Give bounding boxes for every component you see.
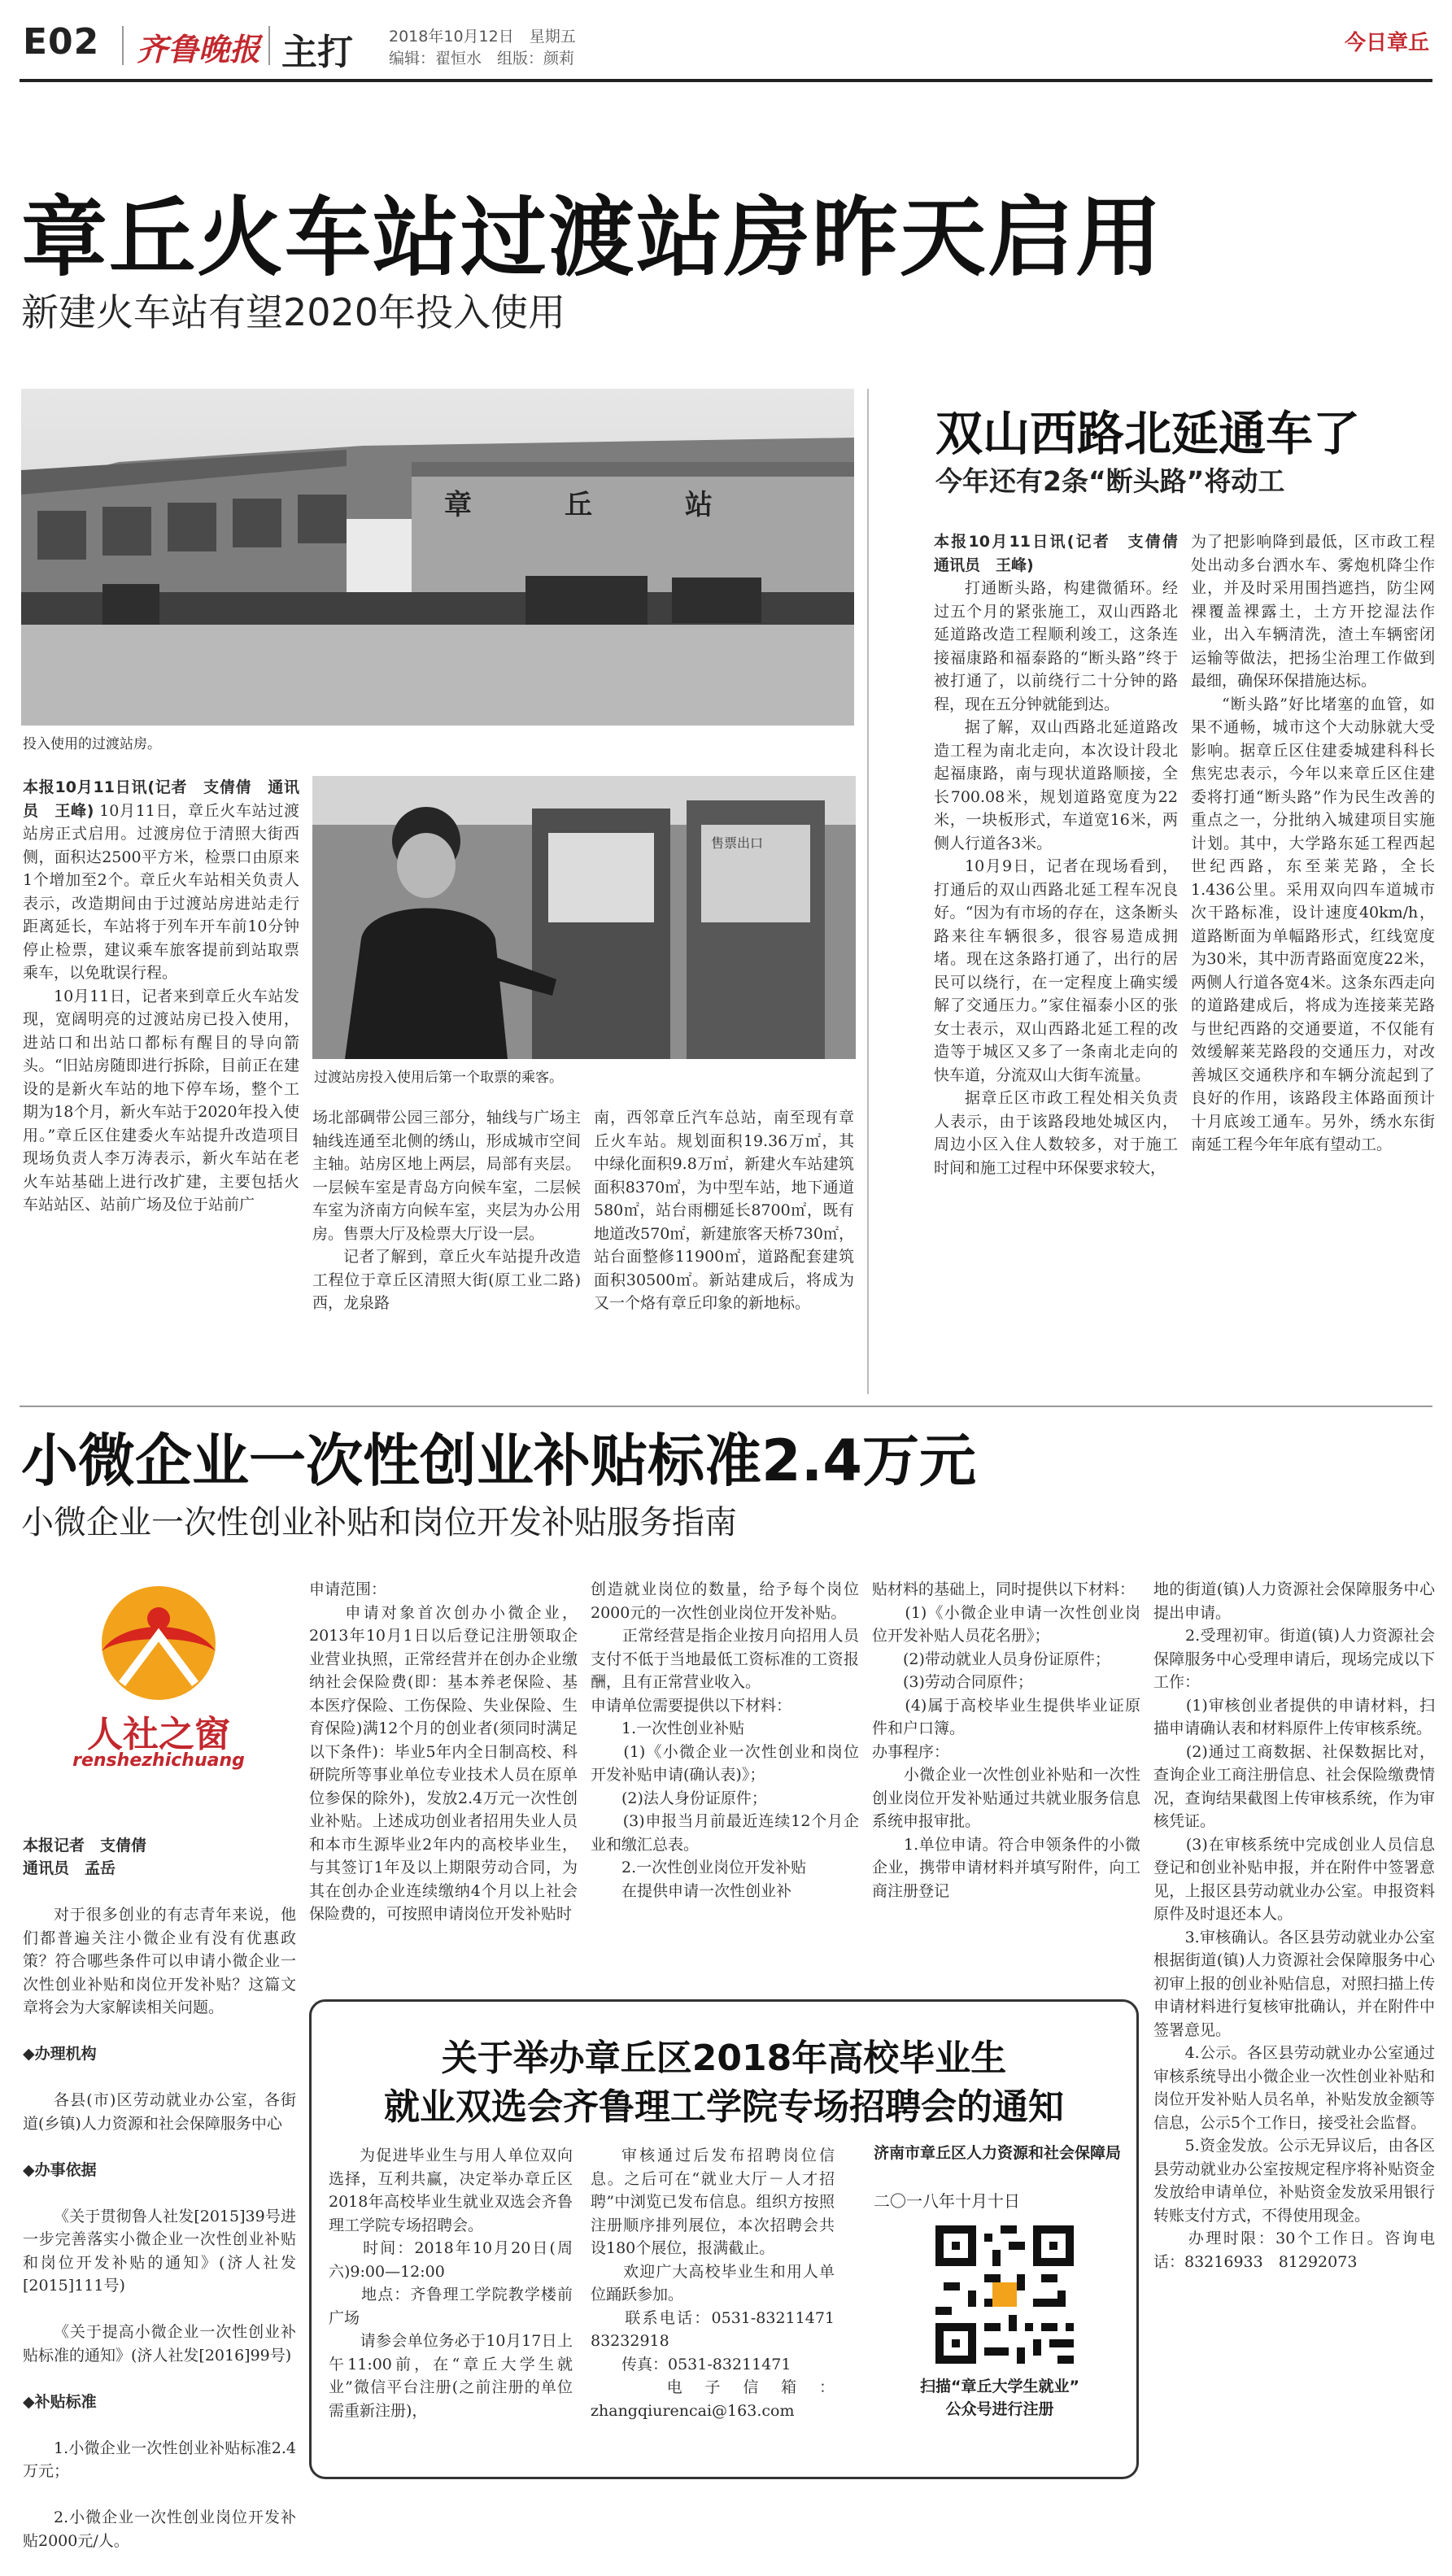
notice-title-line-2: 就业双选会齐鲁理工学院专场招聘会的通知 xyxy=(384,2086,1064,2128)
notice-date: 二〇一八年十月十日 xyxy=(874,2191,1020,2211)
story2-para-3: 10月9日，记者在现场看到，打通后的双山西路北延工程车况良好。“因为有市场的存在，这条断头路来往车辆很多，很容易造成拥堵。现在这条路打通了，出行的居民可以绕行，在一定程度上确实缓解了交通压力。”家住福泰小区的张女士表示，双山西路北延工程的改造等于城区又多了一条南北走向的快车道，分流双山大街车流量。 xyxy=(934,857,1178,1084)
story1-column-2 xyxy=(312,1106,581,1394)
story3-org: 各县(市)区劳动就业办公室，各街道(乡镇)人力资源和社会保障服务中心 xyxy=(23,2091,296,2133)
notice-column-2: 审核通过后发布招聘岗位信息。之后可在“就业大厅－人才招聘”中浏览已发布信息。组织方按照注册顺序排列展位，本次招聘会共设180个展位，报满截止。 欢迎广大高校毕业生和用人单位踊跃参加。 联系电话：0531-83211471 83232918 传真：0531-83211471 电子信箱：zhangqiurencai@163.com xyxy=(591,2147,835,2420)
story2-headline: 双山西路北延通车了 xyxy=(935,406,1361,461)
story3-std-1: 1.小微企业一次性创业补贴标准2.4万元； xyxy=(23,2439,296,2480)
section-name: 主打 xyxy=(281,32,353,73)
masthead-divider xyxy=(20,79,1432,82)
photo1-caption: 投入使用的过渡站房。 xyxy=(23,736,161,752)
story3-basis-2: 《关于提高小微企业一次性创业补贴标准的通知》(济人社发[2016]99号) xyxy=(23,2323,296,2365)
story2-column-2 xyxy=(1191,530,1435,1393)
editors-line: 编辑：翟恒水 组版：颜莉 xyxy=(389,50,575,68)
story1-byline: 本报10月11日讯(记者 支倩倩 通讯员 王峰) xyxy=(23,778,299,820)
story3-column-3: 创造就业岗位的数量，给予每个岗位2000元的一次性创业岗位开发补贴。 正常经营是指企业按月向招用人员支付不低于当地最低工资标准的工资报酬，且有正常营业收入。 申请单位需要提供以下材料： 1.一次性创业补贴 (1)《小微企业一次性创业和岗位开发补贴申请(确认表)》； (2)法人身份证原件； (3)申报当月前最近连续12个月企业和缴汇总表。 2.一次性创业岗位开发补贴 在提供申请一次性创业补 xyxy=(591,1580,859,1900)
notice-title-line-1: 关于举办章丘区2018年高校毕业生 xyxy=(441,2038,1007,2079)
notice-issuer: 济南市章丘区人力资源和社会保障局 xyxy=(874,2144,1122,2162)
story1-para-2: 10月11日，记者来到章丘火车站发现，宽阔明亮的过渡站房已投入使用，进站口和出站口都标有醒目的导向箭头。“旧站房随即进行拆除，目前正在建设的是新火车站的地下停车场，整个工期为18个月，新火车站于2020年投入使用。”章丘区住建委火车站提升改造项目现场负责人李万涛表示，新火车站在老火车站基础上进行改扩建，主要包括火车站站区、站前广场及位于站前广 xyxy=(23,987,299,1214)
story3-basis-1: 《关于贯彻鲁人社发[2015]39号进一步完善落实小微企业一次性创业补贴和岗位开发补贴的通知》(济人社发[2015]111号) xyxy=(23,2207,296,2295)
story1-column-3 xyxy=(594,1106,854,1394)
story2-para-4: 据章丘区市政工程处相关负责人表示，由于该路段地处城区内，周边小区入住人数较多，对于施工时间和施工过程中环保要求较大， xyxy=(934,1089,1178,1177)
story3-h-org: ◆办理机构 xyxy=(23,2045,97,2063)
notice-column-1: 为促进毕业生与用人单位双向选择，互利共赢，决定举办章丘区2018年高校毕业生就业双选会齐鲁理工学院专场招聘会。 时间：2018年10月20日(周六)9:00—12:00 地点：齐鲁理工学院教学楼前广场 请参会单位务必于10月17日上午11:00前，在“章丘大学生就业”微信平台注册(之前注册的单位需重新注册)， xyxy=(329,2147,573,2420)
story3-column-1 xyxy=(23,1811,296,2550)
ticket-photo-illustration xyxy=(312,776,856,1059)
story3-intro: 对于很多创业的有志青年来说，他们都普遍关注小微企业有没有优惠政策？符合哪些条件可以申请小微企业一次性创业补贴和岗位开发补贴？这篇文章将会为大家解读相关问题。 xyxy=(23,1906,296,2016)
story2-byline: 本报10月11日讯(记者 支倩倩 通讯员 王峰) xyxy=(934,533,1194,574)
qr-caption: 扫描“章丘大学生就业” 公众号进行注册 xyxy=(920,2378,1079,2418)
story3-h-basis: ◆办事依据 xyxy=(23,2160,97,2179)
story3-h-std: ◆补贴标准 xyxy=(23,2392,97,2411)
renshe-logo xyxy=(24,1570,293,1771)
qr-code-icon xyxy=(935,2225,1074,2364)
story2-col2-para-2: “断头路”好比堵塞的血管，如果不通畅，城市这个大动脉就大受影响。据章丘区住建委城建科科长焦宪忠表示，今年以来章丘区住建委将打通“断头路”作为民生改善的重点之一，分批纳入城建项目实施计划。其中，大学路东延工程西起世纪西路，东至莱芜路，全长1.436公里。采用双向四车道城市次干路标准，设计速度40km/h，道路断面为单幅路形式，红线宽度为30米，其中沥青路面宽度22米，两侧人行道各宽4米。这条东西走向的道路建成后，将成为连接莱芜路与世纪西路的交通要道，不仅能有效缓解莱芜路段的交通压力，对改善城区交通秩序和车辆分流起到了良好的作用，该路段主体路面预计十月底竣工通车。另外，绣水东街南延工程今年年底有望动工。 xyxy=(1191,695,1435,1153)
machine-screen-text: 售票出口 xyxy=(711,835,764,851)
page-number: E02 xyxy=(23,21,100,63)
story3-column-4: 贴材料的基础上，同时提供以下材料： (1)《小微企业申请一次性创业岗位开发补贴人员花名册》； (2)带动就业人员身份证原件； (3)劳动合同原件； (4)属于高校毕业生提供毕业证原件和户口簿。 办事程序： 小微企业一次性创业补贴和一次性创业岗位开发补贴通过共就业服务信息系统申报审批。 1.单位申请。符合申领条件的小微企业，携带申请材料并填写附件，向工商注册登记 xyxy=(872,1580,1140,1900)
issue-date: 2018年10月12日 星期五 xyxy=(389,28,576,46)
station-sign: 章 丘 站 xyxy=(444,489,745,521)
story3-column-2: 申请范围： 申请对象首次创办小微企业，2013年10月1日以后登记注册领取企业营业执照，正常经营并在创办企业缴纳社会保险费(即：基本养老保险、基本医疗保险、工伤保险、失业保险、生育保险)满12个月的创业者(须同时满足以下条件)：毕业5年内全日制高校、科研院所等事业单位专业技术人员在原单位参保的除外)，发放2.4万元一次性创业补贴。上述成功创业者招用失业人员和本市生源毕业2年内的高校毕业生，与其签订1年及以上期限劳动合同，为其在创办企业连续缴纳4个月以上社会保险费的，可按照申请岗位开发补贴时 xyxy=(309,1580,578,1923)
story2-subhead: 今年还有2条“断头路”将动工 xyxy=(935,465,1285,497)
station-photo-illustration xyxy=(21,389,854,726)
story2-column-1 xyxy=(934,530,1194,1393)
story3-subhead: 小微企业一次性创业补贴和岗位开发补贴服务指南 xyxy=(21,1504,737,1541)
logo-title: 人社之窗 xyxy=(87,1714,230,1755)
story1-para-1: 10月11日，章丘火车站过渡站房正式启用。过渡房位于清照大街西侧，面积达2500平方米，检票口由原来1个增加至2个。章丘火车站相关负责人表示，改造期间由于过渡站房进站走行距离延长，车站将于列车开车前10分钟停止检票，建议乘车旅客提前到站取票乘车，以免耽误行程。 xyxy=(23,801,300,982)
ticket-machine-photo xyxy=(312,776,856,1059)
story1-col2-para: 记者了解到，章丘火车站提升改造工程位于章丘区清照大街(原工业二路)西，龙泉路 xyxy=(312,1248,581,1312)
story2-para-1: 打通断头路，构建微循环。经过五个月的紧张施工，双山西路北延道路改造工程顺利竣工，这条连接福康路和福泰路的“断头路”终于被打通了，以前绕行二十分钟的路程，现在五分钟就能到达。 xyxy=(934,579,1178,713)
main-headline: 章丘火车站过渡站房昨天启用 xyxy=(21,188,1163,288)
story1-column-1 xyxy=(23,776,299,1394)
story1-col2-text: 场北部碉带公园三部分，轴线与广场主轴线连通至北侧的绣山，形成城市空间主轴。站房区地上两层，局部有夹层。一层候车室是青岛方向候车室，二层候车室为济南方向候车室，夹层为办公用房。售票大厅及检票大厅设一层。 xyxy=(312,1109,581,1243)
section-tag: 今日章丘 xyxy=(1344,31,1429,55)
paper-logo: 齐鲁晚报 xyxy=(137,31,261,68)
station-photo xyxy=(21,389,854,726)
logo-pinyin: renshezhichuang xyxy=(72,1750,245,1771)
story1-col3-text: 南，西邻章丘汽车总站，南至现有章丘火车站。规划面积19.36万㎡，其中绿化面积9.8万㎡，新建火车站建筑面积8370㎡，为中型车站，地下通道580㎡，站台雨棚延长8700㎡，既有地道改570㎡，新建旅客天桥730㎡，站台面整修11900㎡，道路配套建筑面积30500㎡。新站建成后，将成为又一个烙有章丘印象的新地标。 xyxy=(594,1109,854,1312)
story3-byline: 本报记者 支倩倩 通讯员 孟岳 xyxy=(23,1836,147,1877)
photo2-caption: 过渡站房投入使用后第一个取票的乘客。 xyxy=(314,1070,563,1086)
story3-headline: 小微企业一次性创业补贴标准2.4万元 xyxy=(21,1427,977,1494)
story2-col2-para-1: 为了把影响降到最低，区市政工程处出动多台洒水车、雾炮机降尘作业，并及时采用围挡遮挡，防尘网裸覆盖裸露土，土方开挖湿法作业，出入车辆清洗，渣土车辆密闭运输等做法，把扬尘治理工作做到最细，确保环保措施达标。 xyxy=(1191,533,1435,690)
sun-emblem-icon xyxy=(24,1570,293,1708)
story3-column-5: 地的街道(镇)人力资源社会保障服务中心提出申请。 2.受理初审。街道(镇)人力资源社会保障服务中心受理申请后，现场完成以下工作： (1)审核创业者提供的申请材料，扫描申请确认表和材料原件上传审核系统。 (2)通过工商数据、社保数据比对，查询企业工商注册信息、社会保险缴费情况，查询结果截图上传审核系统，作为审核凭证。 (3)在审核系统中完成创业人员信息登记和创业补贴申报，并在附件中签署意见，上报区县劳动就业办公室。申报资料原件及时退还本人。 3.审核确认。各区县劳动就业办公室根据街道(镇)人力资源社会保障服务中心初审上报的创业补贴信息，对照扫描上传申请材料进行复核审批确认，并在附件中签署意见。 4.公示。各区县劳动就业办公室通过审核系统导出小微企业一次性创业补贴和岗位开发补贴人员名单，补贴发放金额等信息，公示5个工作日，接受社会监督。 5.资金发放。公示无异议后，由各区县劳动就业办公室按规定程序将补贴资金发放给申请单位，补贴资金发放采用银行转账支付方式，不得使用现金。 办理时限：30个工作日。咨询电话：83216933 81292073 xyxy=(1153,1580,1435,2271)
story3-std-2: 2.小微企业一次性创业岗位开发补贴2000元/人。 xyxy=(23,2508,296,2550)
story2-para-2: 据了解，双山西路北延道路改造工程为南北走向，本次设计段北起福康路，南与现状道路顺接，全长700.08米，规划道路宽度为22米，一块板形式，车道宽16米，两侧人行道各3米。 xyxy=(934,718,1178,852)
main-subhead: 新建火车站有望2020年投入使用 xyxy=(21,290,566,334)
